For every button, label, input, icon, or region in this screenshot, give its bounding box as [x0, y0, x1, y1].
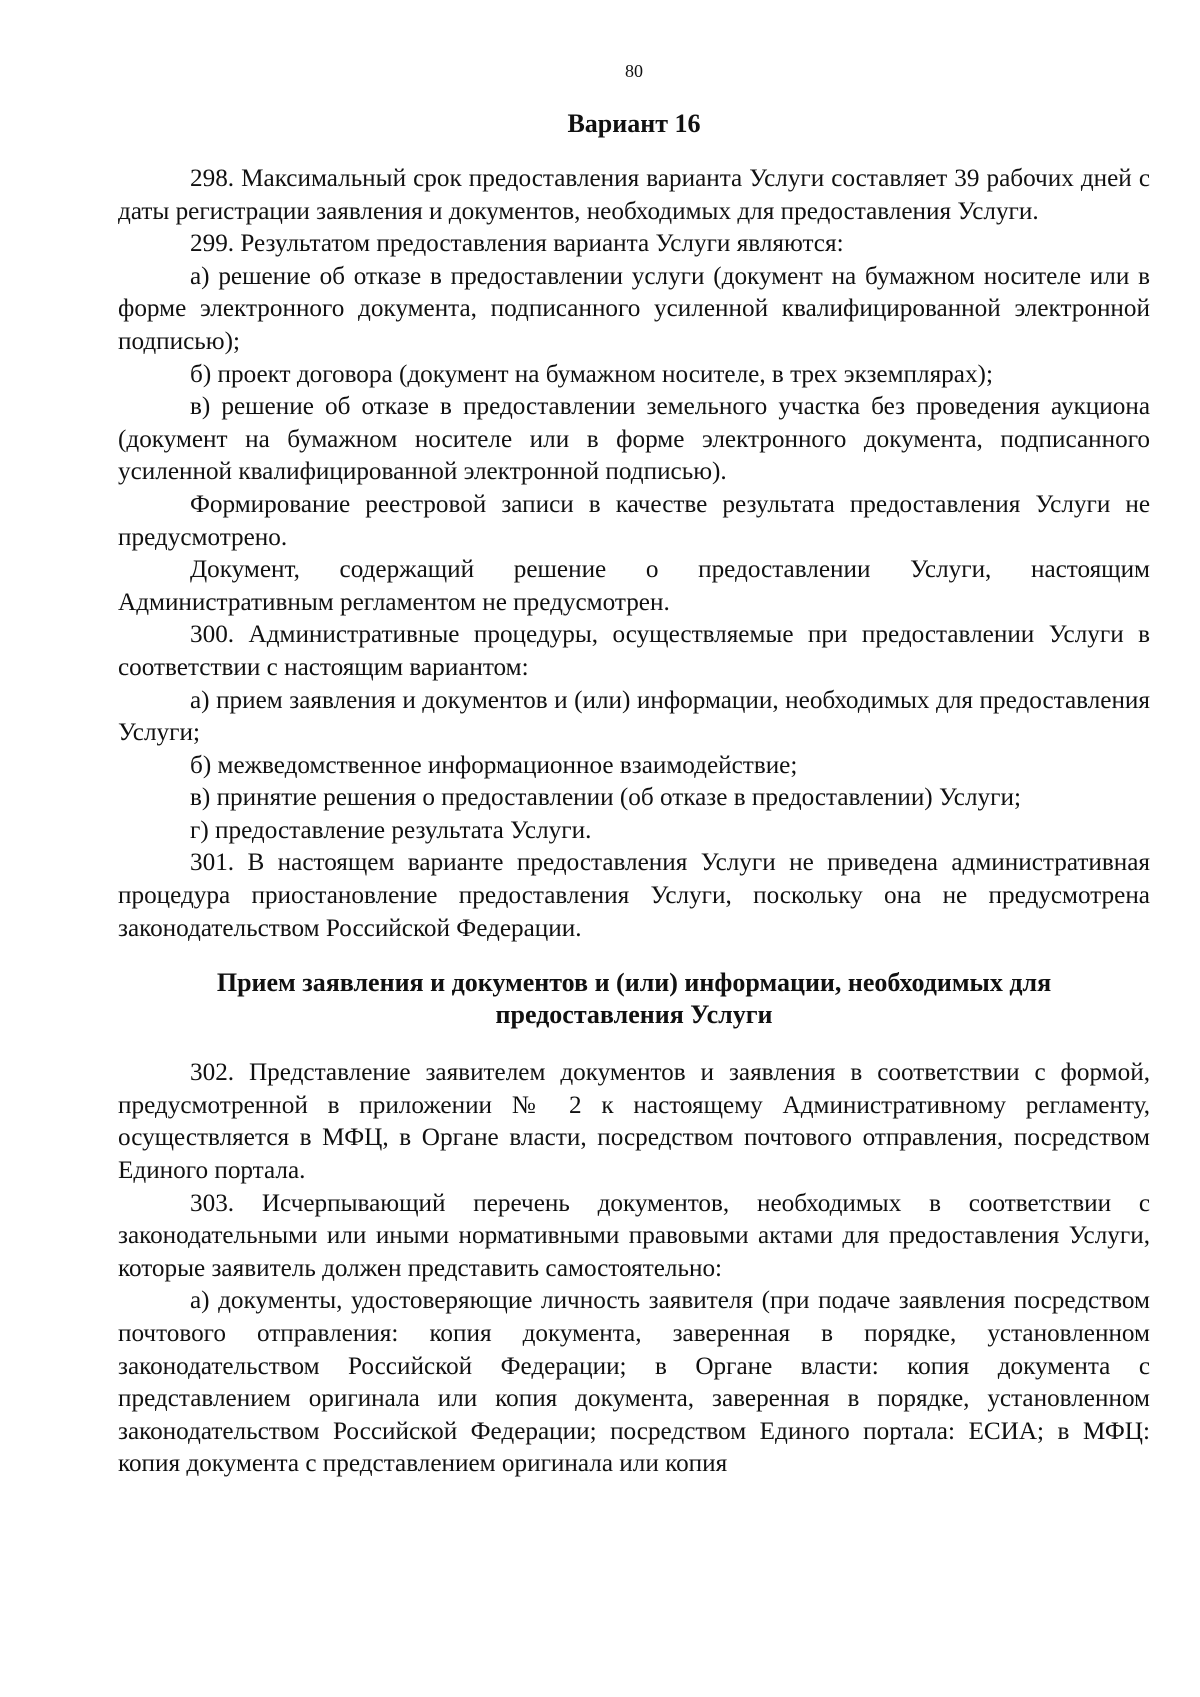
section-heading-line-2: предоставления Услуги [495, 1000, 773, 1030]
paragraph-registry-record: Формирование реестровой записи в качестве результата предоставления Услуги не предусмотрено. [118, 490, 1150, 551]
paragraph-300-b: б) межведомственное информационное взаимодействие; [190, 751, 798, 779]
paragraph-299: 299. Результатом предоставления варианта Услуги являются: [190, 230, 844, 258]
section-heading [118, 967, 1150, 1031]
paragraph-300-g: г) предоставление результата Услуги. [190, 816, 592, 844]
paragraph-decision-document: Документ, содержащий решение о предоставлении Услуги, настоящим Административным регламентом не предусмотрен. [118, 556, 1150, 616]
paragraph-299-v: в) решение об отказе в предоставлении земельного участка без проведения аукциона (документ на бумажном носителе или в форме электронного документа, подписанного усиленной квалифицированной электронной подписью). [118, 393, 1150, 486]
paragraph-299-b: б) проект договора (документ на бумажном носителе, в трех экземплярах); [190, 360, 993, 388]
paragraph-300-v: в) принятие решения о предоставлении (об отказе в предоставлении) Услуги; [190, 784, 1021, 812]
paragraph-298: 298. Максимальный срок предоставления варианта Услуги составляет 39 рабочих дней с даты регистрации заявления и документов, необходимых для предоставления Услуги. [118, 165, 1150, 225]
section-body [118, 1057, 1150, 1481]
paragraph-300-a: а) прием заявления и документов и (или) информации, необходимых для предоставления Услуги; [118, 686, 1150, 747]
variant-body [118, 163, 1150, 945]
document-page [118, 58, 1150, 1481]
paragraph-303: 303. Исчерпывающий перечень документов, необходимых в соответствии с законодательными или иными нормативными правовыми актами для предоставления Услуги, которые заявитель должен представить самостоятельно: [118, 1189, 1150, 1282]
paragraph-299-a: а) решение об отказе в предоставлении услуги (документ на бумажном носителе или в форме электронного документа, подписанного усиленной квалифицированной электронной подписью); [118, 262, 1150, 355]
paragraph-303-a: а) документы, удостоверяющие личность заявителя (при подаче заявления посредством почтового отправления: копия документа, заверенная в порядке, установленном законодательством Российской Федерации; в Органе власти: копия документа с представлением оригинала или копия документа, заверенная в порядке, установленном законодательством Российской Федерации; посредством Единого портала: ЕСИА; в МФЦ: копия документа с представлением оригинала или копия [118, 1287, 1150, 1478]
section-heading-line-1: Прием заявления и документов и (или) информации, необходимых для [216, 968, 1052, 998]
variant-heading: Вариант 16 [567, 109, 701, 138]
paragraph-301: 301. В настоящем варианте предоставления Услуги не приведена административная процедура приостановление предоставления Услуги, поскольку она не предусмотрена законодательством Российской Федерации. [118, 849, 1150, 942]
paragraph-300: 300. Административные процедуры, осуществляемые при предоставлении Услуги в соответствии с настоящим вариантом: [118, 621, 1150, 681]
paragraph-302: 302. Представление заявителем документов и заявления в соответствии с формой, предусмотренной в приложении № 2 к настоящему Административному регламенту, осуществляется в МФЦ, в Органе власти, посредством почтового отправления, посредством Единого портала. [118, 1059, 1150, 1185]
page-number: 80 [625, 61, 643, 81]
